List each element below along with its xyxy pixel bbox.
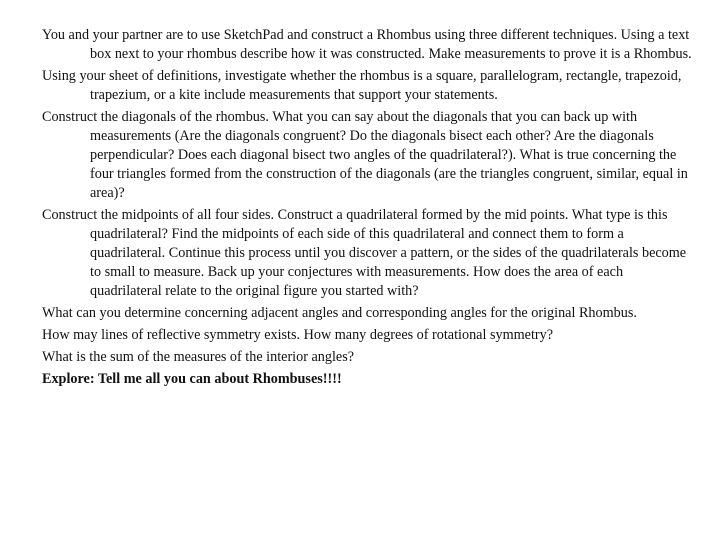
- instruction-paragraph-midpoints: Construct the midpoints of all four sides. Construct a quadrilateral formed by the mid points. What type is this quadrilateral? Find the midpoints of each side of this quadrilateral and connect them to form a quadrilateral. Continue this process until you discover a pattern, or the sides of the quadrilaterals become to small to measure. Back up your conjectures with measurements. How does the area of each quadrilateral relate to the original figure you started with?: [42, 207, 687, 299]
- instruction-paragraph-construct: You and your partner are to use SketchPad and construct a Rhombus using three different techniques. Using a text box next to your rhombus describe how it was constructed. Make measurements to prove it is a Rhombus.: [42, 27, 692, 62]
- instruction-paragraph-symmetry: How may lines of reflective symmetry exists. How many degrees of rotational symmetry?: [42, 327, 554, 343]
- instruction-paragraph-angles: What can you determine concerning adjacent angles and corresponding angles for the original Rhombus.: [42, 305, 637, 321]
- closing-prompt: Explore: Tell me all you can about Rhombuses!!!!: [42, 371, 342, 387]
- assignment-text: [42, 26, 692, 392]
- instruction-paragraph-interior-angles: What is the sum of the measures of the interior angles?: [42, 349, 355, 365]
- instruction-paragraph-diagonals: Construct the diagonals of the rhombus. What you can say about the diagonals that you can back up with measurements (Are the diagonals congruent? Do the diagonals bisect each other? Are the diagonals perpendicular? Does each diagonal bisect two angles of the quadrilateral?). What is true concerning the four triangles formed from the construction of the diagonals (are the triangles congruent, similar, equal in area)?: [42, 109, 688, 201]
- instruction-paragraph-definitions: Using your sheet of definitions, investigate whether the rhombus is a square, parallelogram, rectangle, trapezoid, trapezium, or a kite include measurements that support your statements.: [42, 68, 682, 103]
